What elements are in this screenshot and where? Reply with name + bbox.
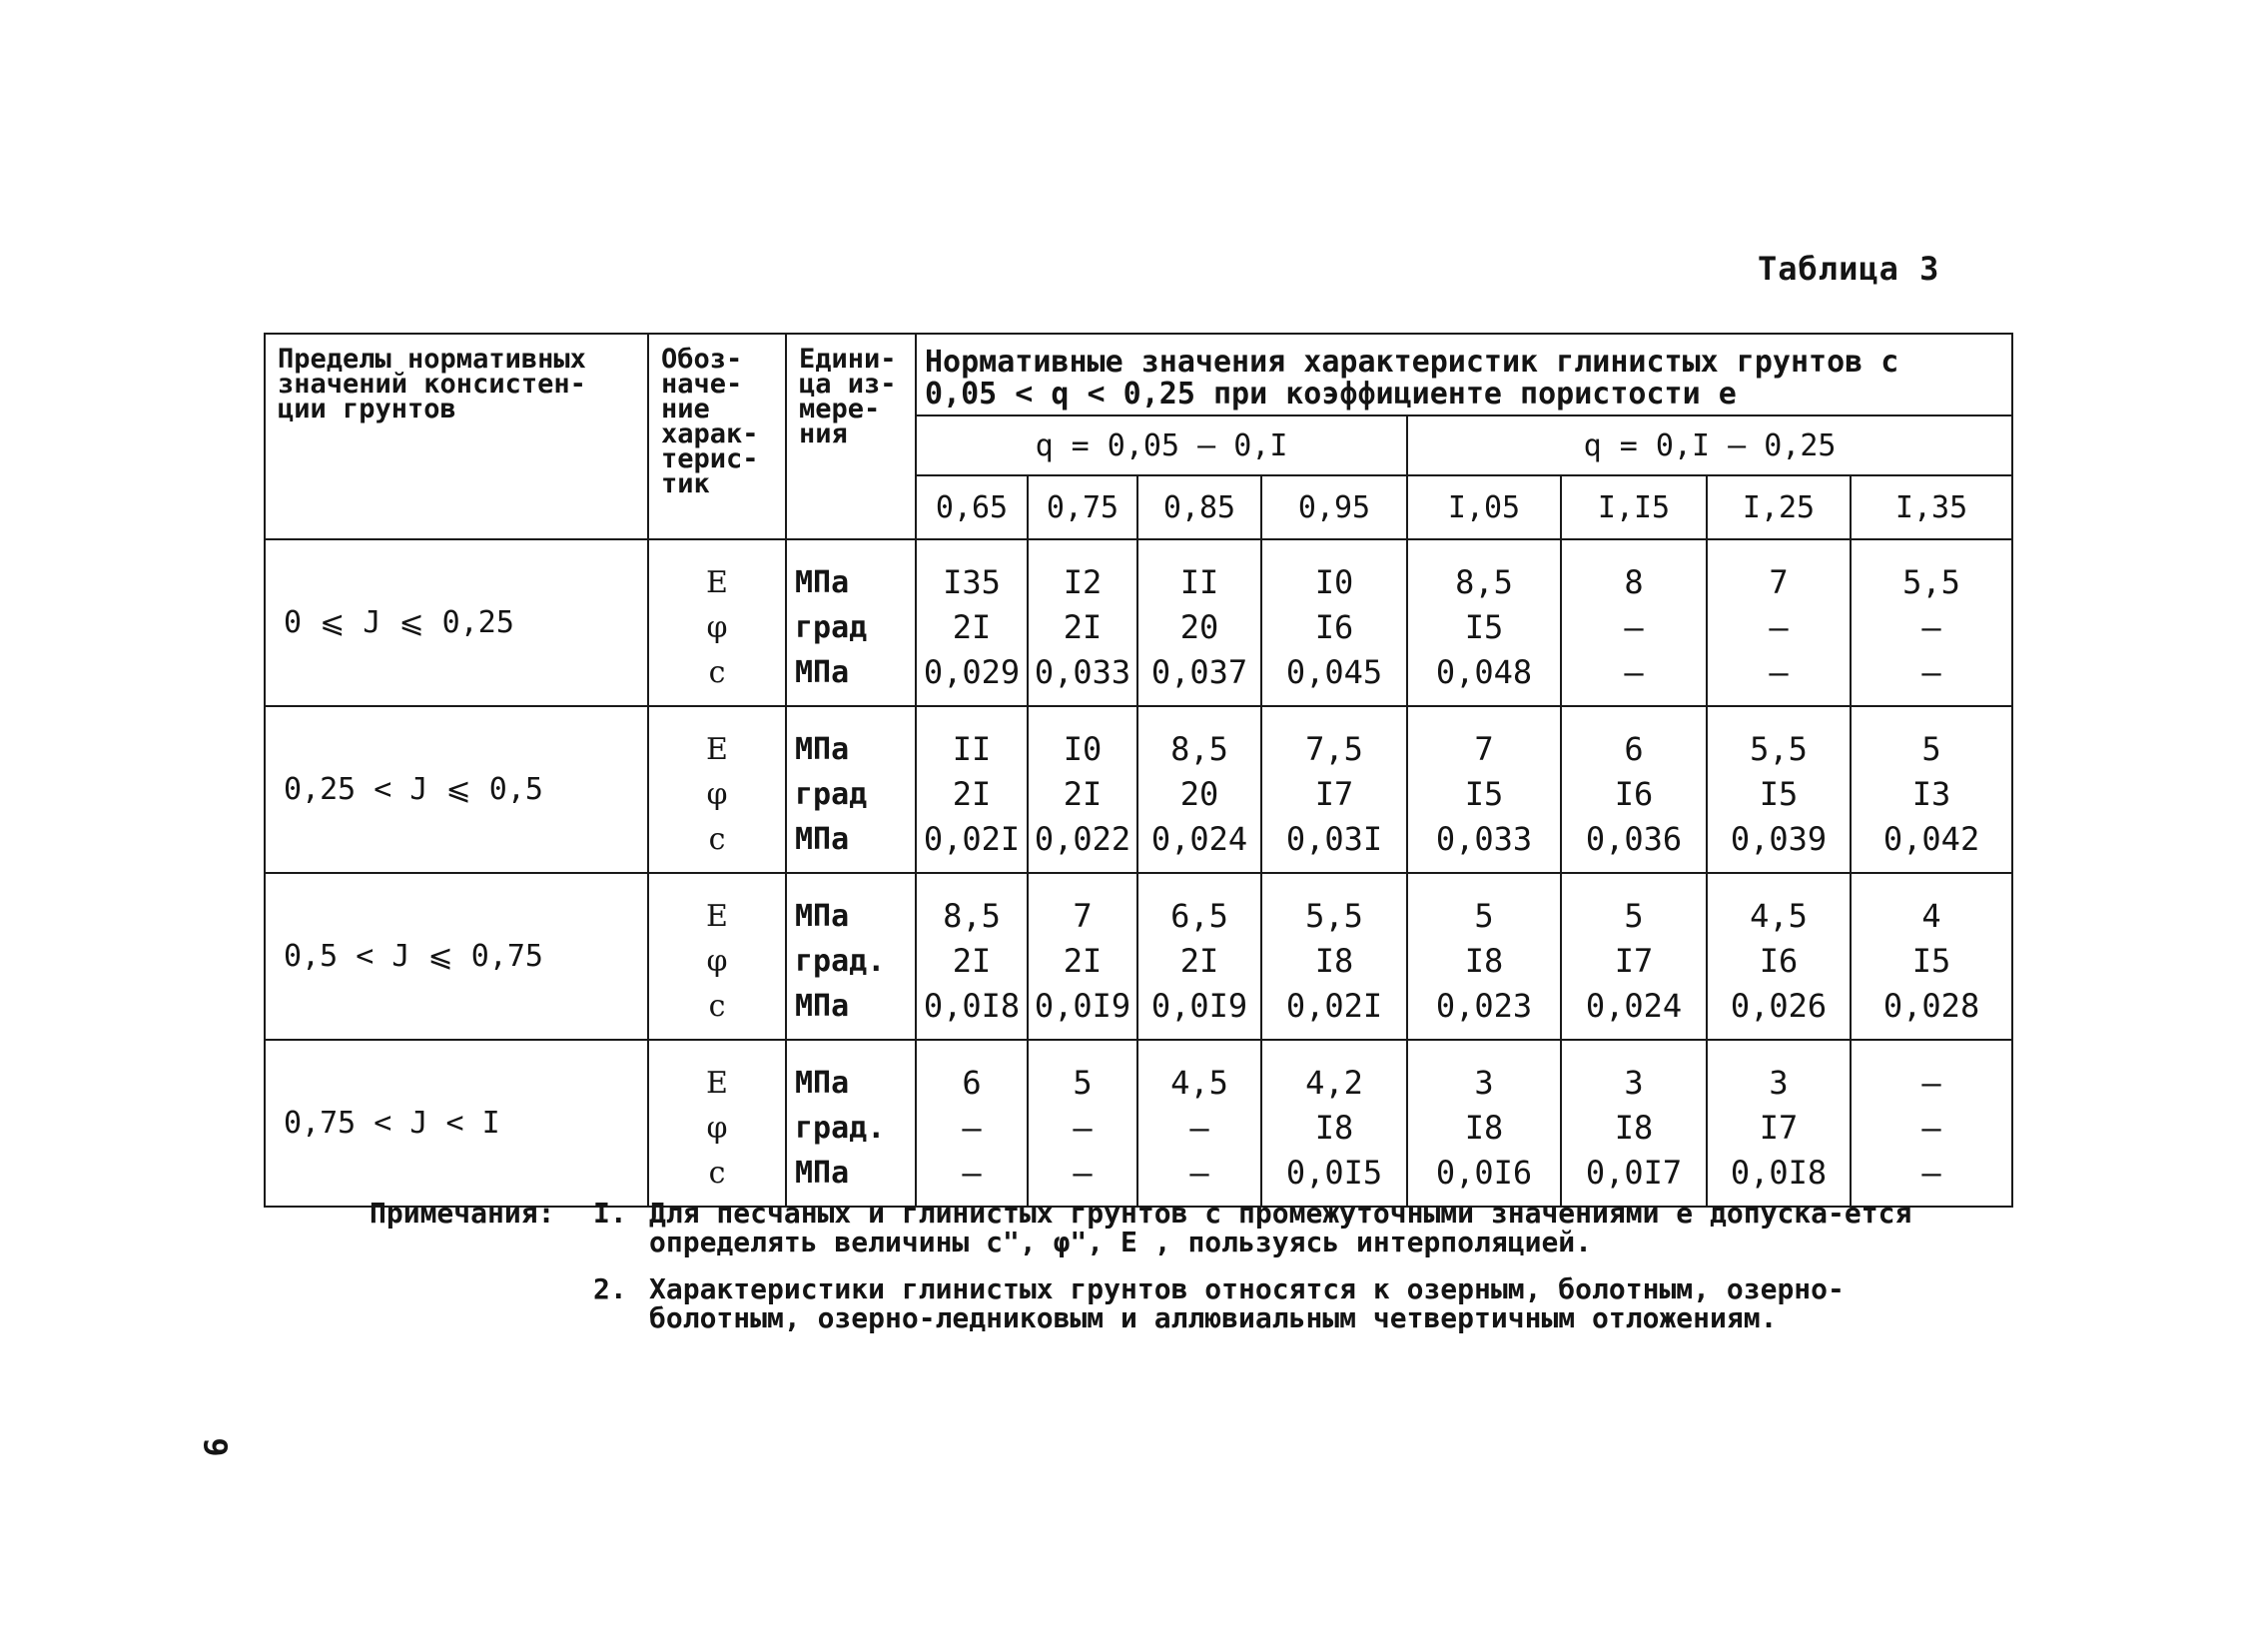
value-cell-entry: 0,0I6: [1435, 1154, 1533, 1192]
value-cell: [1137, 706, 1261, 873]
value-cell-entry: I8: [1464, 942, 1504, 980]
porosity-header: 0,75: [1028, 475, 1137, 539]
value-cell-entry: 0,02I: [1285, 987, 1383, 1025]
value-cell-entry: 8,5: [1170, 730, 1228, 768]
value-cell: [1851, 539, 2012, 706]
value-cell: [1137, 873, 1261, 1040]
value-cell-entry: 20: [1179, 775, 1219, 813]
value-cell-entry: I7: [1759, 1109, 1799, 1147]
value-cell: [1707, 1040, 1851, 1207]
value-cell-entry: 2I: [1063, 775, 1103, 813]
value-cell-entry: –: [1769, 608, 1789, 646]
consistency-range: 0 ⩽ J ⩽ 0,25: [265, 539, 648, 706]
measurement-units-entry: град: [795, 610, 868, 645]
value-cell: [1707, 873, 1851, 1040]
value-cell-entry: 3: [1624, 1064, 1644, 1102]
value-cell-entry: –: [1921, 1064, 1941, 1102]
consistency-range: 0,5 < J ⩽ 0,75: [265, 873, 648, 1040]
value-cell-entry: –: [1189, 1154, 1209, 1192]
header-unit-text: Едини- ца из- мере- ния: [799, 344, 897, 449]
value-cell-entry: –: [1921, 653, 1941, 691]
page-number: 9: [196, 1437, 235, 1457]
value-cell-entry: –: [1921, 1109, 1941, 1147]
value-cell: [916, 539, 1028, 706]
value-cell-entry: 5: [1073, 1064, 1093, 1102]
measurement-units-entry: МПа: [795, 989, 850, 1024]
value-cell-entry: 20: [1179, 608, 1219, 646]
porosity-header: I,05: [1407, 475, 1561, 539]
value-cell-entry: 0,033: [1034, 653, 1131, 691]
header-group-high-q: q = 0,I – 0,25: [1407, 415, 2012, 475]
value-cell-entry: I5: [1464, 608, 1504, 646]
measurement-units-entry: град: [795, 777, 868, 812]
characteristic-symbols-entry: E: [706, 732, 728, 767]
value-cell-entry: 3: [1474, 1064, 1494, 1102]
value-cell-entry: 0,0I8: [1730, 1154, 1828, 1192]
value-cell-entry: I6: [1314, 608, 1354, 646]
value-cell-entry: 5,5: [1750, 730, 1808, 768]
value-cell: [1851, 706, 2012, 873]
value-cell-entry: –: [1073, 1154, 1093, 1192]
measurement-units-entry: МПа: [795, 655, 850, 690]
value-cell-entry: I5: [1464, 775, 1504, 813]
value-cell-entry: 6,5: [1170, 897, 1228, 935]
value-cell-entry: 0,029: [923, 653, 1021, 691]
value-cell-entry: II: [1179, 563, 1219, 601]
value-cell-entry: 0,02I: [923, 820, 1021, 858]
value-cell-entry: 0,024: [1585, 987, 1683, 1025]
value-cell: [1707, 706, 1851, 873]
table-row: [265, 1040, 2012, 1207]
value-cell-entry: 2I: [1063, 608, 1103, 646]
value-cell-entry: I6: [1614, 775, 1654, 813]
value-cell: [916, 873, 1028, 1040]
value-cell-entry: 4,5: [1170, 1064, 1228, 1102]
note-number: 2.: [593, 1272, 627, 1305]
note-number: I.: [593, 1197, 627, 1230]
value-cell-entry: 2I: [1063, 942, 1103, 980]
header-unit: [786, 334, 916, 539]
value-cell-entry: –: [962, 1154, 982, 1192]
value-cell-entry: 5: [1474, 897, 1494, 935]
value-cell-entry: 4: [1921, 897, 1941, 935]
characteristic-symbols: [648, 706, 786, 873]
note-1: [370, 1199, 1957, 1256]
value-cell-entry: 2I: [952, 775, 992, 813]
value-cell-entry: 5,5: [1902, 563, 1960, 601]
porosity-header: 0,85: [1137, 475, 1261, 539]
value-cell: [1261, 706, 1407, 873]
value-cell-entry: I3: [1911, 775, 1951, 813]
value-cell: [1028, 1040, 1137, 1207]
porosity-header: I,25: [1707, 475, 1851, 539]
header-consistency-limits: [265, 334, 648, 539]
value-cell-entry: 0,03I: [1285, 820, 1383, 858]
value-cell-entry: I8: [1614, 1109, 1654, 1147]
value-cell-entry: 8: [1624, 563, 1644, 601]
value-cell-entry: 5: [1624, 897, 1644, 935]
value-cell-entry: 0,0I7: [1585, 1154, 1683, 1192]
value-cell: [916, 706, 1028, 873]
porosity-header: I,I5: [1561, 475, 1707, 539]
header-designation-text: Обоз- наче- ние харак- терис- тик: [661, 344, 759, 499]
characteristic-symbols-entry: c: [708, 989, 726, 1024]
value-cell: [1561, 873, 1707, 1040]
value-cell-entry: 0,039: [1730, 820, 1828, 858]
notes: [370, 1199, 1957, 1350]
value-cell-entry: 7: [1474, 730, 1494, 768]
value-cell-entry: I2: [1063, 563, 1103, 601]
header-normative-values: [916, 334, 2012, 415]
table-title: Таблица 3: [1758, 250, 1940, 288]
value-cell-entry: –: [1189, 1109, 1209, 1147]
value-cell: [916, 1040, 1028, 1207]
characteristic-symbols-entry: E: [706, 1066, 728, 1101]
value-cell-entry: 0,048: [1435, 653, 1533, 691]
measurement-units: [786, 873, 916, 1040]
value-cell-entry: 6: [1624, 730, 1644, 768]
value-cell-entry: –: [1921, 608, 1941, 646]
measurement-units: [786, 539, 916, 706]
value-cell-entry: I6: [1759, 942, 1799, 980]
value-cell-entry: 4,5: [1750, 897, 1808, 935]
notes-label: Примечания:: [370, 1197, 555, 1230]
characteristic-symbols-entry: c: [708, 655, 726, 690]
table-row: [265, 539, 2012, 706]
value-cell-entry: –: [1073, 1109, 1093, 1147]
value-cell-entry: 5: [1921, 730, 1941, 768]
value-cell-entry: 2I: [952, 608, 992, 646]
value-cell-entry: 0,028: [1882, 987, 1980, 1025]
value-cell-entry: 0,036: [1585, 820, 1683, 858]
consistency-range: 0,25 < J ⩽ 0,5: [265, 706, 648, 873]
value-cell: [1851, 1040, 2012, 1207]
value-cell-entry: –: [1624, 653, 1644, 691]
header-consistency-limits-text: Пределы нормативных значений консистен- ции грунтов: [278, 344, 586, 424]
characteristic-symbols-entry: E: [706, 899, 728, 934]
value-cell-entry: –: [1624, 608, 1644, 646]
porosity-header: I,35: [1851, 475, 2012, 539]
header-normative-line-1: Нормативные значения характеристик глинистых грунтов с: [925, 345, 1899, 380]
value-cell-entry: –: [1769, 653, 1789, 691]
value-cell: [1261, 1040, 1407, 1207]
value-cell-entry: –: [1921, 1154, 1941, 1192]
value-cell-entry: 0,0I9: [1034, 987, 1131, 1025]
table-row: [265, 706, 2012, 873]
header-normative-line-2: 0,05 < q < 0,25 при коэффициенте пористости e: [925, 377, 1737, 412]
characteristic-symbols-entry: c: [708, 1156, 726, 1191]
porosity-header: 0,65: [916, 475, 1028, 539]
value-cell-entry: 0,024: [1150, 820, 1248, 858]
value-cell: [1261, 873, 1407, 1040]
characteristic-symbols-entry: φ: [706, 944, 728, 979]
porosity-header: 0,95: [1261, 475, 1407, 539]
value-cell-entry: 0,0I5: [1285, 1154, 1383, 1192]
measurement-units-entry: МПа: [795, 1066, 850, 1101]
characteristic-symbols-entry: E: [706, 565, 728, 600]
value-cell-entry: I35: [943, 563, 1001, 601]
value-cell-entry: I8: [1464, 1109, 1504, 1147]
value-cell-entry: 0,023: [1435, 987, 1533, 1025]
value-cell: [1137, 539, 1261, 706]
value-cell-entry: 0,033: [1435, 820, 1533, 858]
note-text: Характеристики глинистых грунтов относятся к озерным, болотным, озерно-болотным, озерно-ледниковым и аллювиальным четвертичным отложениям.: [649, 1272, 1845, 1334]
characteristic-symbols: [648, 539, 786, 706]
characteristic-symbols-entry: c: [708, 822, 726, 857]
value-cell-entry: 0,0I9: [1150, 987, 1248, 1025]
measurement-units-entry: МПа: [795, 565, 850, 600]
measurement-units-entry: град.: [795, 1111, 886, 1146]
value-cell-entry: 8,5: [1455, 563, 1513, 601]
header-normative-values-text: [917, 335, 2011, 414]
characteristic-symbols-entry: φ: [706, 610, 728, 645]
value-cell-entry: 0,026: [1730, 987, 1828, 1025]
value-cell: [1137, 1040, 1261, 1207]
value-cell: [1028, 706, 1137, 873]
header-designation: [648, 334, 786, 539]
value-cell: [1851, 873, 2012, 1040]
measurement-units-entry: МПа: [795, 1156, 850, 1191]
value-cell-entry: 7,5: [1305, 730, 1363, 768]
value-cell: [1028, 539, 1137, 706]
value-cell-entry: I8: [1314, 1109, 1354, 1147]
value-cell-entry: II: [952, 730, 992, 768]
value-cell: [1407, 873, 1561, 1040]
value-cell-entry: 0,0I8: [923, 987, 1021, 1025]
value-cell-entry: 0,045: [1285, 653, 1383, 691]
value-cell-entry: 2I: [1179, 942, 1219, 980]
value-cell: [1028, 873, 1137, 1040]
value-cell-entry: I7: [1614, 942, 1654, 980]
note-2: [370, 1274, 1957, 1332]
value-cell-entry: I5: [1759, 775, 1799, 813]
value-cell-entry: 5,5: [1305, 897, 1363, 935]
value-cell-entry: 0,042: [1882, 820, 1980, 858]
value-cell-entry: I0: [1063, 730, 1103, 768]
characteristic-symbols: [648, 1040, 786, 1207]
measurement-units: [786, 706, 916, 873]
measurement-units-entry: град.: [795, 944, 886, 979]
value-cell: [1407, 1040, 1561, 1207]
measurement-units: [786, 1040, 916, 1207]
characteristic-symbols: [648, 873, 786, 1040]
characteristic-symbols-entry: φ: [706, 777, 728, 812]
value-cell-entry: I0: [1314, 563, 1354, 601]
value-cell-entry: I5: [1911, 942, 1951, 980]
value-cell-entry: –: [962, 1109, 982, 1147]
soil-properties-table: [264, 333, 2013, 1208]
consistency-range: 0,75 < J < I: [265, 1040, 648, 1207]
measurement-units-entry: МПа: [795, 899, 850, 934]
value-cell: [1261, 539, 1407, 706]
value-cell-entry: 7: [1769, 563, 1789, 601]
value-cell: [1707, 539, 1851, 706]
table-row: [265, 873, 2012, 1040]
header-row-1: [265, 334, 2012, 415]
value-cell-entry: 8,5: [943, 897, 1001, 935]
value-cell: [1561, 706, 1707, 873]
value-cell-entry: 2I: [952, 942, 992, 980]
value-cell: [1407, 539, 1561, 706]
value-cell-entry: 0,022: [1034, 820, 1131, 858]
value-cell-entry: I7: [1314, 775, 1354, 813]
value-cell-entry: I8: [1314, 942, 1354, 980]
value-cell: [1561, 1040, 1707, 1207]
value-cell-entry: 6: [962, 1064, 982, 1102]
characteristic-symbols-entry: φ: [706, 1111, 728, 1146]
measurement-units-entry: МПа: [795, 822, 850, 857]
value-cell: [1407, 706, 1561, 873]
value-cell-entry: 0,037: [1150, 653, 1248, 691]
value-cell-entry: 4,2: [1305, 1064, 1363, 1102]
value-cell-entry: 7: [1073, 897, 1093, 935]
value-cell: [1561, 539, 1707, 706]
header-group-low-q: q = 0,05 – 0,I: [916, 415, 1407, 475]
note-text: Для песчаных и глинистых грунтов с промежуточными значениями e допуска-ется определять величины c", φ", E , пользуясь интерполяцией.: [649, 1197, 1912, 1258]
measurement-units-entry: МПа: [795, 732, 850, 767]
value-cell-entry: 3: [1769, 1064, 1789, 1102]
